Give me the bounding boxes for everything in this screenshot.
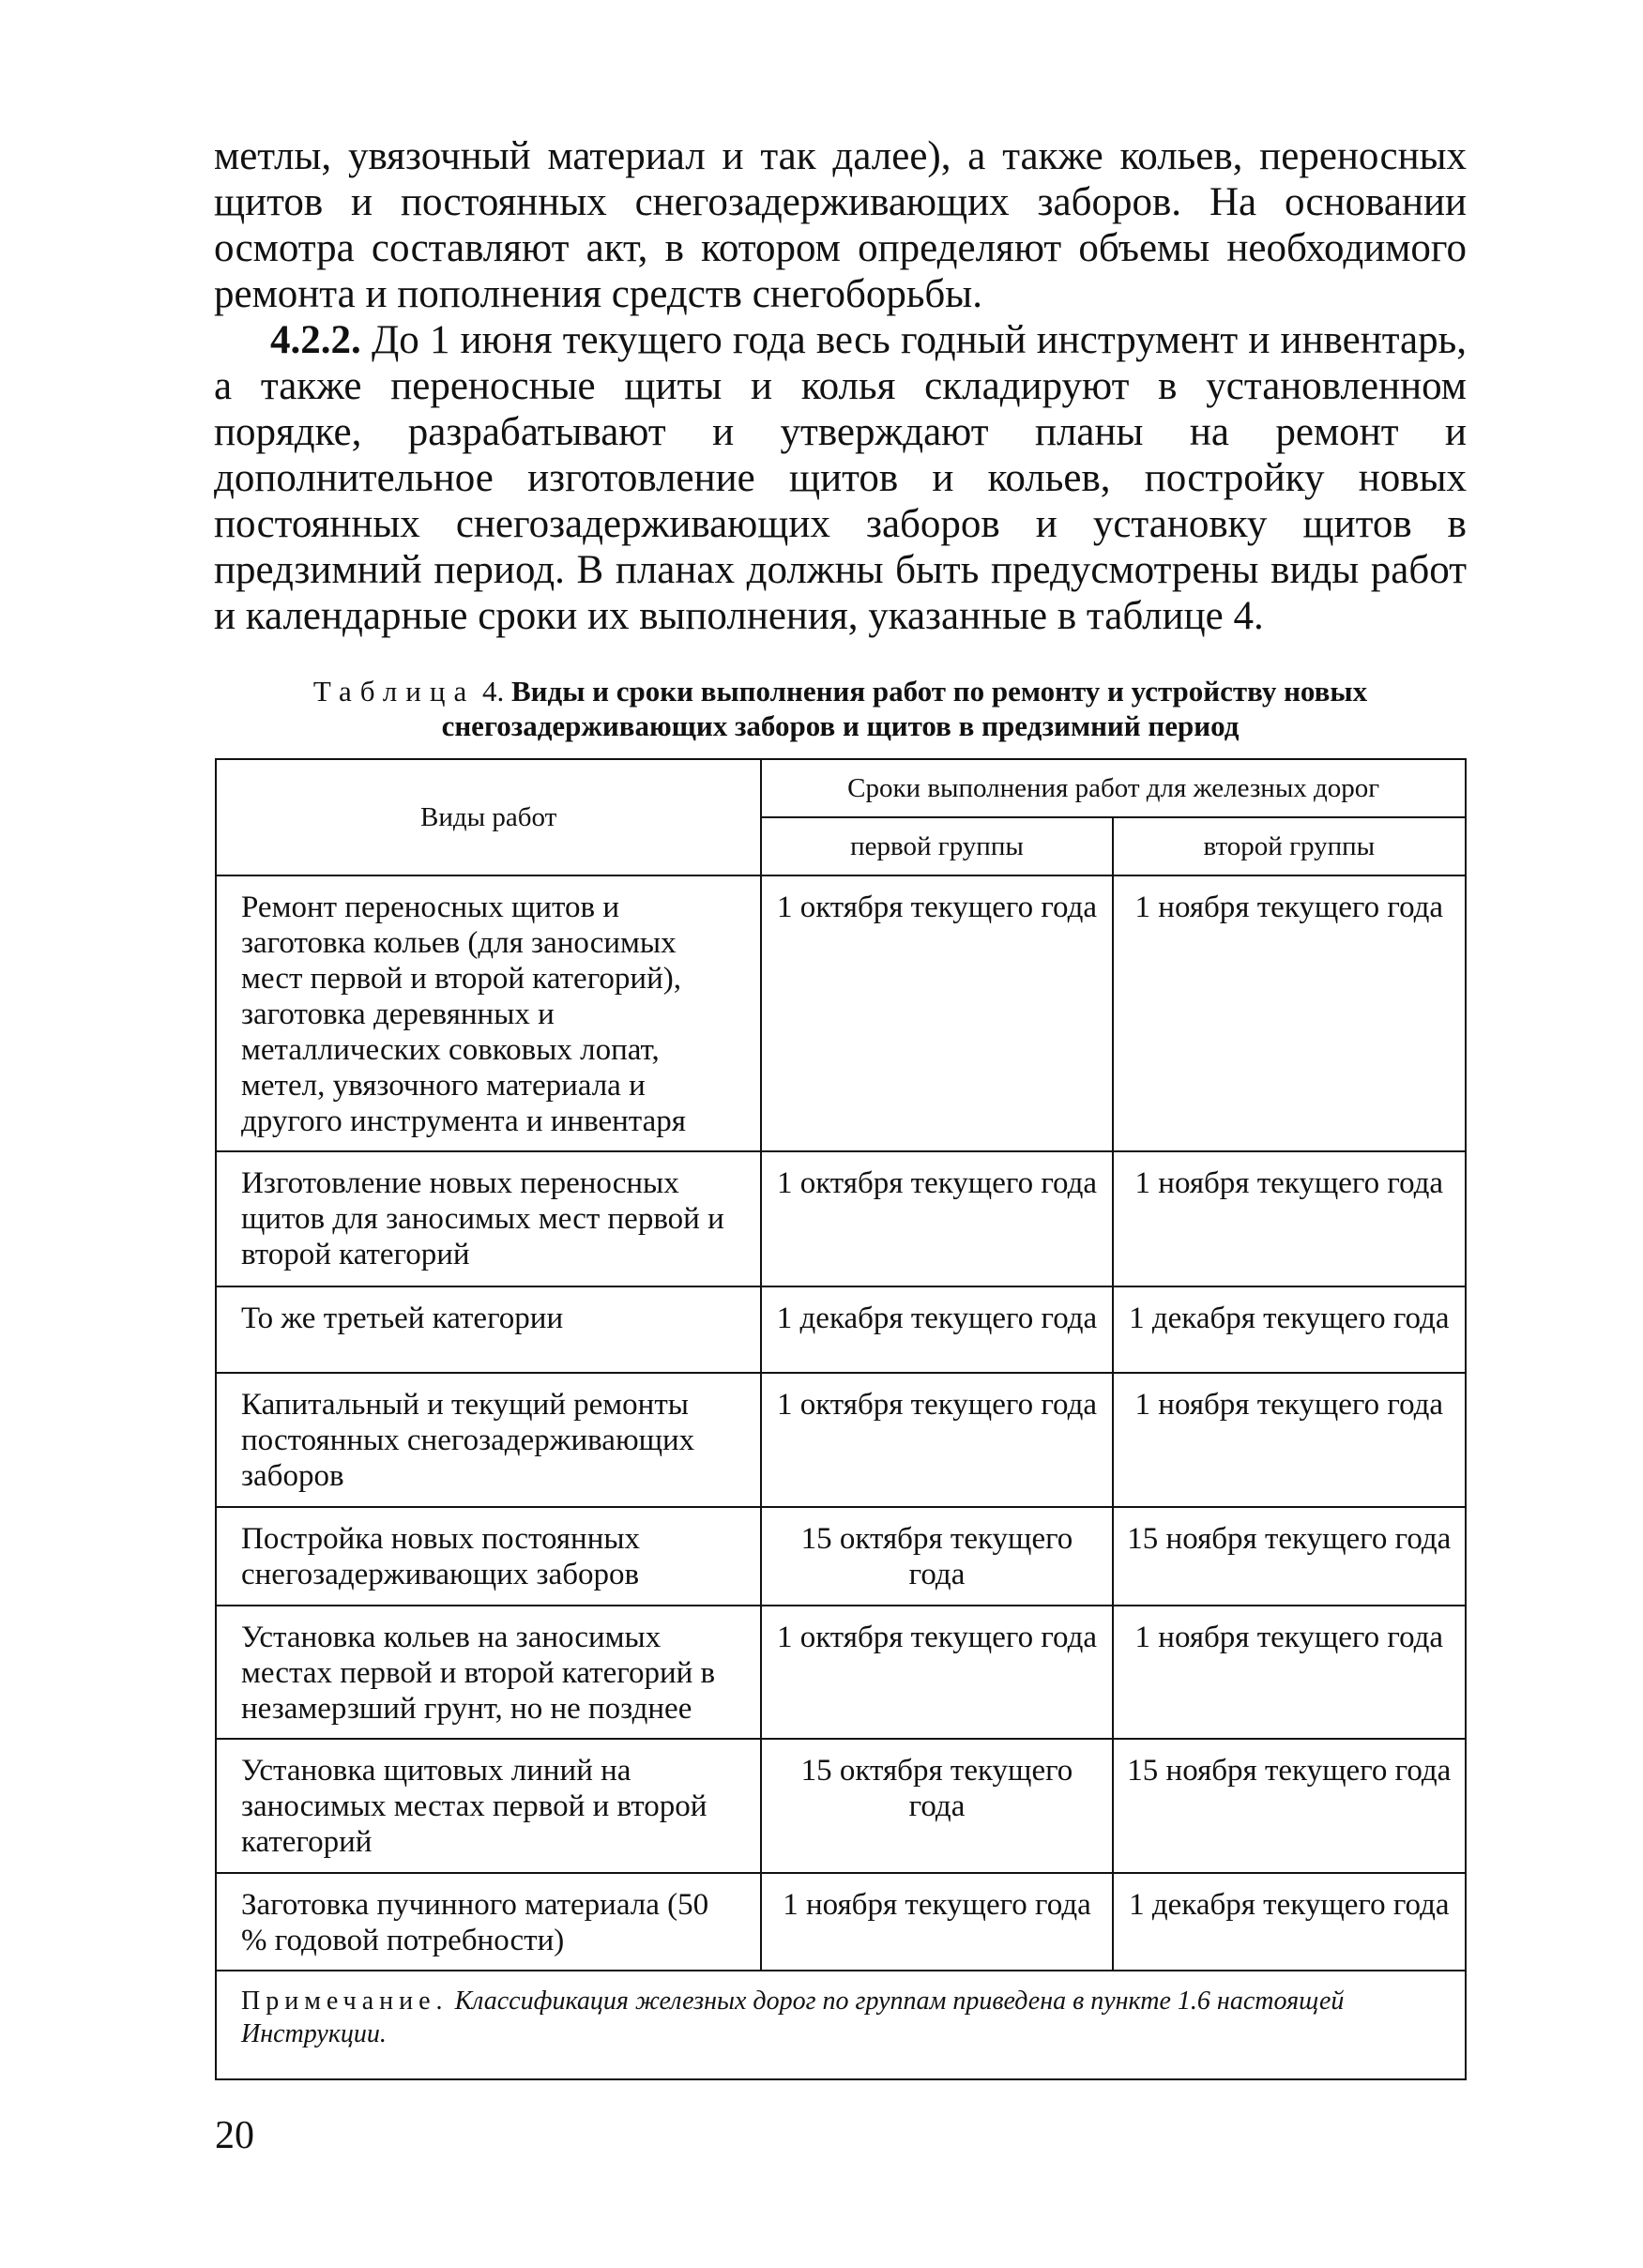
table-caption: [214, 674, 1467, 743]
group2-date-cell: 1 ноября текущего года: [1113, 1151, 1466, 1286]
group1-date-cell: 15 октября текущего года: [761, 1739, 1112, 1873]
table-row: [216, 1873, 1466, 1971]
group2-date-cell: 1 ноября текущего года: [1113, 875, 1466, 1151]
header-works: Виды работ: [216, 759, 761, 875]
work-cell: То же третьей категории: [216, 1286, 761, 1373]
work-cell: Установка кольев на заносимых местах первой и второй категорий в незамерзший грунт, но не позднее: [216, 1606, 761, 1739]
work-cell: Заготовка пучинного материала (50 % годовой потребности): [216, 1873, 761, 1971]
header-group2: второй группы: [1113, 817, 1466, 875]
page-number: 20: [215, 2114, 254, 2157]
table-row: [216, 1286, 1466, 1373]
work-cell: Изготовление новых переносных щитов для заносимых мест первой и второй категорий: [216, 1151, 761, 1286]
group2-date-cell: 1 ноября текущего года: [1113, 1606, 1466, 1739]
table-caption-label: Таблица: [312, 675, 476, 708]
table-row: [216, 1507, 1466, 1606]
group2-date-cell: 1 декабря текущего года: [1113, 1873, 1466, 1971]
group2-date-cell: 1 ноября текущего года: [1113, 1373, 1466, 1507]
group1-date-cell: 15 октября текущего года: [761, 1507, 1112, 1606]
table-row: [216, 1739, 1466, 1873]
table-row: [216, 1373, 1466, 1507]
note-label: Примечание.: [241, 1986, 449, 2016]
work-cell: Ремонт переносных щитов и заготовка кольев (для заносимых мест первой и второй категорий), заготовка деревянных и металлических совковых лопат, метел, увязочного материала и другого инструмента и инвентаря: [216, 875, 761, 1151]
clause-text: До 1 июня текущего года весь годный инструмент и инвентарь, а также переносные щиты и колья складируют в установленном порядке, разрабатывают и утверждают планы на ремонт и дополнительное изготовление щитов и кольев, постройку новых постоянных снегозадерживающих заборов и установку щитов в предзимний период. В планах должны быть предусмотрены виды работ и календарные сроки их выполнения, указанные в таблице 4.: [214, 318, 1467, 638]
group2-date-cell: 1 декабря текущего года: [1113, 1286, 1466, 1373]
group1-date-cell: 1 октября текущего года: [761, 875, 1112, 1151]
work-cell: Капитальный и текущий ремонты постоянных снегозадерживающих заборов: [216, 1373, 761, 1507]
work-cell: Установка щитовых линий на заносимых местах первой и второй категорий: [216, 1739, 761, 1873]
table-row: [216, 1606, 1466, 1739]
table-caption-number: 4.: [475, 675, 505, 708]
group2-date-cell: 15 ноября текущего года: [1113, 1507, 1466, 1606]
group1-date-cell: 1 октября текущего года: [761, 1151, 1112, 1286]
note-text: Классификация железных дорог по группам приведена в пункте 1.6 настоящей Инструкции.: [241, 1986, 1345, 2048]
clause-number: 4.2.2.: [270, 318, 361, 362]
work-cell: Постройка новых постоянных снегозадерживающих заборов: [216, 1507, 761, 1606]
group1-date-cell: 1 ноября текущего года: [761, 1873, 1112, 1971]
table-note: [216, 1971, 1466, 2079]
header-group1: первой группы: [761, 817, 1112, 875]
works-table: [215, 758, 1467, 2080]
table-caption-title: Виды и сроки выполнения работ по ремонту и устройству новых снегозадерживающих заборов и щитов в предзимний период: [441, 675, 1368, 742]
paragraph-2: [214, 317, 1467, 639]
paragraph-1: метлы, увязочный материал и так далее), а также кольев, переносных щитов и постоянных снегозадерживающих заборов. На основании осмотра составляют акт, в котором определяют объемы необходимого ремонта и пополнения средств снегоборьбы.: [214, 134, 1467, 316]
table-row: [216, 875, 1466, 1151]
table-row: [216, 1151, 1466, 1286]
group2-date-cell: 15 ноября текущего года: [1113, 1739, 1466, 1873]
header-terms: Сроки выполнения работ для железных дорог: [761, 759, 1466, 817]
group1-date-cell: 1 октября текущего года: [761, 1373, 1112, 1507]
group1-date-cell: 1 октября текущего года: [761, 1606, 1112, 1739]
group1-date-cell: 1 декабря текущего года: [761, 1286, 1112, 1373]
